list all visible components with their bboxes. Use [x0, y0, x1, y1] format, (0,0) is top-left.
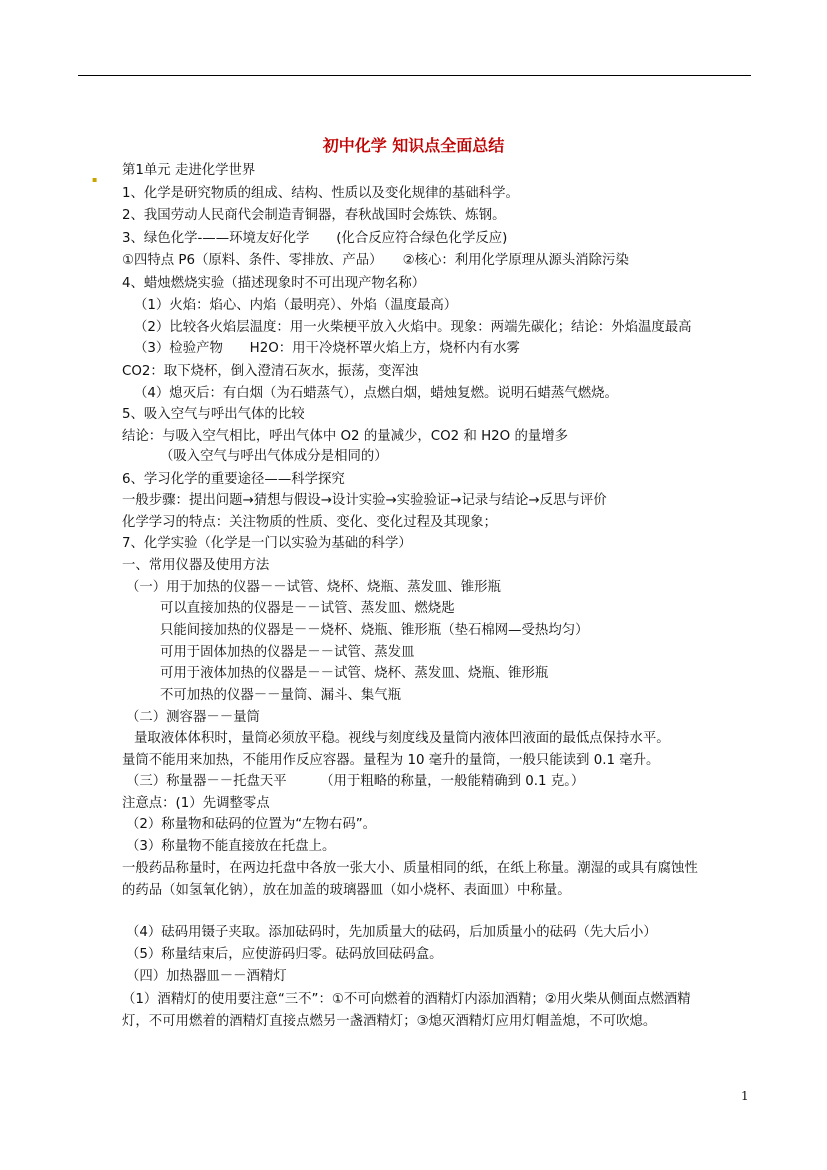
text-line: 量筒不能用来加热，不能用作反应容器。量程为 10 毫升的量筒，一般只能读到 0.1 毫升。 — [122, 753, 660, 768]
text-line: 3、绿色化学-——环境友好化学 (化合反应符合绿色化学反应) — [122, 231, 508, 246]
text-line: （一）用于加热的仪器－－试管、烧杯、烧瓶、蒸发皿、锥形瓶 — [126, 580, 501, 595]
text-line: 一般药品称量时，在两边托盘中各放一张大小、质量相同的纸，在纸上称量。潮湿的或具有腐蚀性 — [122, 861, 698, 876]
text-line: ①四特点 P6（原料、条件、零排放、产品） ②核心：利用化学原理从源头消除污染 — [122, 253, 629, 268]
text-line: 结论：与吸入空气相比，呼出气体中 O2 的量减少，CO2 和 H2O 的量增多 — [122, 429, 569, 444]
text-line: （3）检验产物 H2O：用干冷烧杯罩火焰上方，烧杯内有水雾 — [134, 341, 520, 356]
text-line: 一般步骤：提出问题→猜想与假设→设计实验→实验验证→记录与结论→反思与评价 — [122, 493, 607, 508]
text-line: CO2：取下烧杯，倒入澄清石灰水，振荡，变浑浊 — [122, 364, 419, 379]
text-line: （5）称量结束后，应使游码归零。砝码放回砝码盒。 — [126, 947, 443, 962]
header-rule — [78, 75, 751, 76]
text-line: 可用于液体加热的仪器是－－试管、烧杯、蒸发皿、烧瓶、锥形瓶 — [160, 666, 549, 681]
text-line: 第1单元 走进化学世界 — [122, 163, 256, 178]
document-title: 初中化学 知识点全面总结 — [322, 136, 505, 155]
text-line: 化学学习的特点：关注物质的性质、变化、变化过程及其现象； — [122, 515, 497, 530]
text-line: （4）熄灭后：有白烟（为石蜡蒸气），点燃白烟，蜡烛复燃。说明石蜡蒸气燃烧。 — [134, 386, 618, 401]
text-line: （4）砝码用镊子夹取。添加砝码时，先加质量大的砝码，后加质量小的砝码（先大后小） — [126, 925, 657, 940]
text-line: 灯，不可用燃着的酒精灯直接点燃另一盏酒精灯；③熄灭酒精灯应用灯帽盖熄，不可吹熄。 — [122, 1014, 657, 1029]
text-line: 1、化学是研究物质的组成、结构、性质以及变化规律的基础科学。 — [122, 186, 519, 201]
text-line: 4、蜡烛燃烧实验（描述现象时不可出现产物名称） — [122, 276, 426, 291]
text-line: 2、我国劳动人民商代会制造青铜器，春秋战国时会炼铁、炼钢。 — [122, 208, 506, 223]
text-line: （2）称量物和砝码的位置为“左物右码”。 — [126, 817, 377, 832]
page-number: 1 — [741, 1089, 749, 1103]
text-line: （1）酒精灯的使用要注意“三不”：①不可向燃着的酒精灯内添加酒精；②用火柴从侧面点燃酒精 — [122, 992, 691, 1007]
text-line: （三）称量器－－托盘天平 （用于粗略的称量，一般能精确到 0.1 克。） — [126, 774, 585, 789]
text-line: 7、化学实验（化学是一门以实验为基础的科学） — [122, 536, 412, 551]
text-line: 可以直接加热的仪器是－－试管、蒸发皿、燃烧匙 — [160, 601, 455, 616]
text-line: （二）测容器－－量筒 — [126, 710, 260, 725]
text-line: 不可加热的仪器－－量筒、漏斗、集气瓶 — [160, 688, 402, 703]
text-line: 的药品（如氢氧化钠），放在加盖的玻璃器皿（如小烧杯、表面皿）中称量。 — [122, 883, 571, 898]
text-line: （1）火焰：焰心、内焰（最明亮）、外焰（温度最高） — [134, 298, 458, 313]
text-line: 5、吸入空气与呼出气体的比较 — [122, 407, 305, 422]
text-line: 量取液体体积时，量筒必须放平稳。视线与刻度线及量筒内液体凹液面的最低点保持水平。 — [134, 731, 670, 746]
text-line: （2）比较各火焰层温度：用一火柴梗平放入火焰中。现象：两端先碳化；结论：外焰温度最高 — [134, 320, 692, 335]
text-line: （吸入空气与呼出气体成分是相同的） — [160, 449, 388, 464]
text-line: 只能间接加热的仪器是－－烧杯、烧瓶、锥形瓶（垫石棉网—受热均匀） — [160, 623, 589, 638]
text-line: 一、常用仪器及使用方法 — [122, 558, 270, 573]
text-line: （3）称量物不能直接放在托盘上。 — [126, 839, 336, 854]
text-line: （四）加热器皿－－酒精灯 — [126, 969, 287, 984]
text-line: 注意点：(1）先调整零点 — [122, 796, 270, 811]
text-line: 可用于固体加热的仪器是－－试管、蒸发皿 — [160, 645, 415, 660]
decorative-dot: ▪ — [92, 175, 98, 184]
text-line: 6、学习化学的重要途径——科学探究 — [122, 472, 345, 487]
